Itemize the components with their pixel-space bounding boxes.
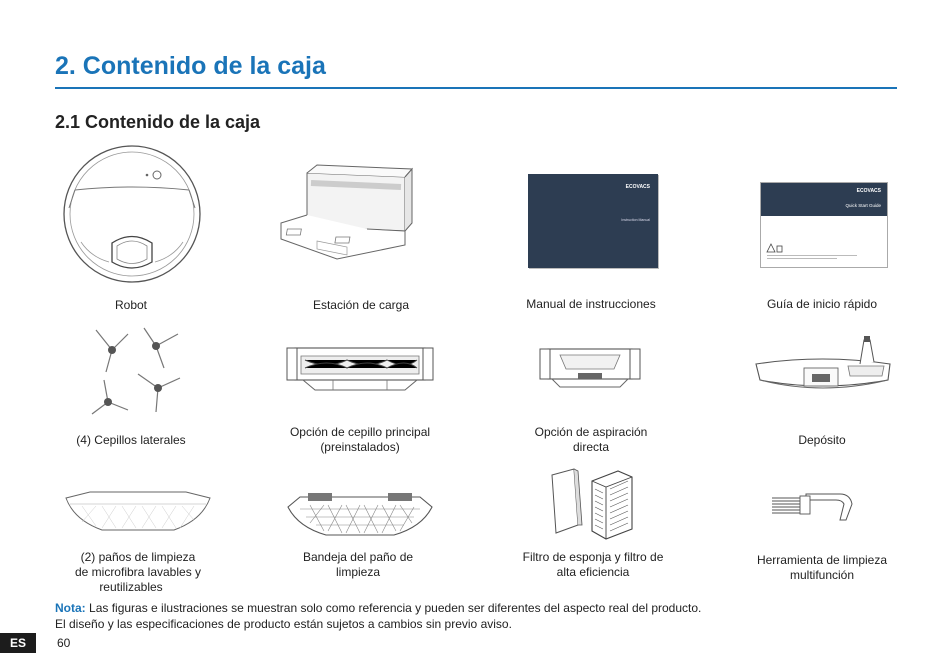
instruction-manual-cover: [528, 174, 658, 268]
note-line1: Las figuras e ilustraciones se muestran solo como referencia y pueden ser diferentes del aspecto real del producto.: [89, 601, 702, 615]
cleaning-tool-illustration: [770, 490, 856, 522]
caption-instruction-manual: Manual de instrucciones: [526, 297, 656, 311]
direct-suction-option-illustration: [538, 345, 642, 391]
caption-cleaning-tool-line2: multifunción: [789, 568, 855, 582]
robot-illustration: [61, 142, 203, 292]
caption-mopping-pads-line3: reutilizables: [99, 580, 163, 594]
page-number: 60: [57, 636, 71, 650]
note-label: Nota:: [55, 601, 86, 615]
language-badge: ES: [0, 633, 36, 653]
warning-icon: [767, 243, 783, 253]
mopping-plate-illustration: [284, 491, 436, 539]
page-title: 2. Contenido de la caja: [55, 52, 326, 80]
manual-brand: ECOVACS: [625, 184, 650, 190]
caption-filters-line2: alta eficiencia: [556, 565, 630, 579]
caption-charging-station: Estación de carga: [312, 298, 410, 312]
mopping-pads-illustration: [62, 488, 214, 536]
main-brush-option-illustration: [287, 342, 433, 394]
quick-start-guide-cover: [760, 182, 888, 268]
footnote: [55, 600, 701, 632]
caption-mopping-plate-line1: Bandeja del paño de: [302, 550, 414, 564]
caption-mopping-plate-line2: limpieza: [335, 565, 380, 579]
caption-cleaning-tool-line1: Herramienta de limpieza: [756, 553, 888, 567]
caption-main-brush-line1: Opción de cepillo principal: [289, 425, 431, 439]
guide-brand: ECOVACS: [856, 188, 881, 194]
caption-filters-line1: Filtro de esponja y filtro de: [522, 550, 664, 564]
note-line2: El diseño y las especificaciones de producto están sujetos a cambios sin previo aviso.: [55, 617, 512, 631]
manual-cover-text: Instruction Manual: [621, 218, 650, 222]
caption-mopping-pads-line1: (2) paños de limpieza: [80, 550, 196, 564]
dust-bin-illustration: [752, 336, 898, 398]
caption-direct-suction-line2: directa: [572, 440, 610, 454]
caption-quick-start-guide: Guía de inicio rápido: [766, 297, 878, 311]
caption-main-brush-line2: (preinstalados): [320, 440, 400, 454]
caption-robot: Robot: [114, 298, 148, 312]
side-brushes-illustration: [86, 322, 186, 422]
caption-direct-suction-line1: Opción de aspiración: [534, 425, 648, 439]
charging-station-illustration: [277, 163, 412, 263]
caption-side-brushes: (4) Cepillos laterales: [76, 433, 186, 447]
caption-dust-bin: Depósito: [798, 433, 846, 447]
title-divider: [55, 87, 897, 89]
guide-cover-text: Quick Start Guide: [845, 203, 881, 208]
section-title: 2.1 Contenido de la caja: [55, 112, 261, 132]
filters-illustration: [548, 467, 636, 539]
caption-mopping-pads-line2: de microfibra lavables y: [74, 565, 202, 579]
